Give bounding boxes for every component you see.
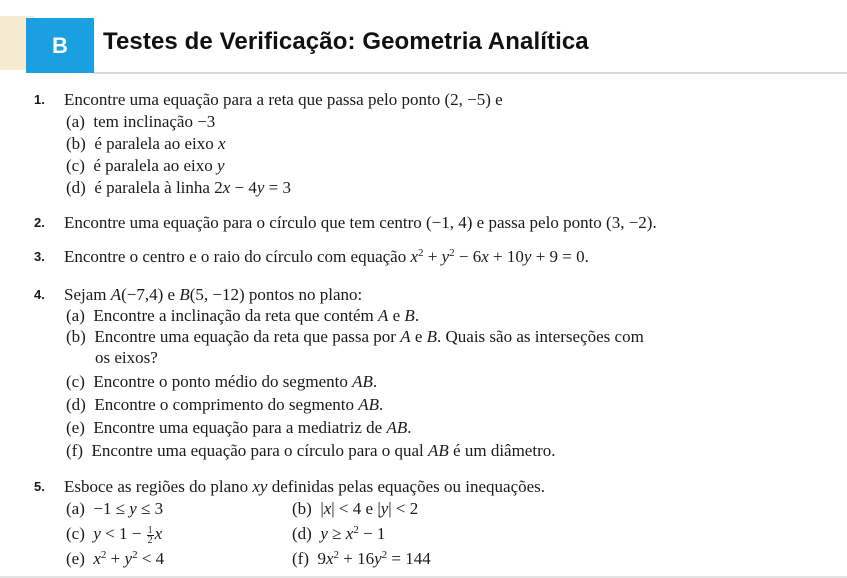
problem-1-item-a: (a) tem inclinação −3 bbox=[66, 112, 216, 131]
problem-5-item-c: (c) y < 1 − $\frac{1}{2}$ x bbox=[66, 524, 163, 546]
problem-3-stem: Encontre o centro e o raio do círculo com equação $x^2 + y^2 - 6x + 10y + 9 = 0$. bbox=[64, 247, 589, 266]
problem-2-stem: Encontre uma equação para o círculo que tem centro (−1, 4) e passa pelo ponto (3, −2). bbox=[64, 213, 657, 232]
problem-number: 2. bbox=[34, 215, 45, 230]
problem-number: 1. bbox=[34, 92, 45, 107]
problem-4-item-e: (e) Encontre uma equação para a mediatriz de AB. bbox=[66, 418, 412, 437]
problem-4-item-f: (f) Encontre uma equação para o círculo para o qual AB é um diâmetro. bbox=[66, 441, 556, 460]
problem-5-item-d: (d) $y \ge x^2 - 1$ bbox=[292, 524, 386, 543]
problem-5-item-b: (b) |x| < 4 e |y| < 2 bbox=[292, 499, 419, 518]
problem-4-stem: Sejam A(−7,4) e B(5, −12) pontos no plano: bbox=[64, 285, 363, 304]
header-rule bbox=[94, 72, 847, 74]
problem-1-stem: Encontre uma equação para a reta que passa pelo ponto (2, −5) e bbox=[64, 90, 503, 109]
problem-number: 3. bbox=[34, 249, 45, 264]
problem-number: 5. bbox=[34, 479, 45, 494]
problem-1-item-b: (b) é paralela ao eixo x bbox=[66, 134, 226, 153]
problem-1-item-c: (c) é paralela ao eixo y bbox=[66, 156, 225, 175]
problem-4-item-a: (a) Encontre a inclinação da reta que contém A e B. bbox=[66, 306, 420, 325]
problem-4-item-c: (c) Encontre o ponto médio do segmento AB. bbox=[66, 372, 378, 391]
problem-4-item-d: (d) Encontre o comprimento do segmento AB. bbox=[66, 395, 384, 414]
problem-5-item-a: (a) −1 ≤ y ≤ 3 bbox=[66, 499, 164, 518]
problem-5-item-f: (f) $9x^2 + 16y^2 = 144$ bbox=[292, 549, 431, 568]
problem-4-item-b: (b) Encontre uma equação da reta que passa por A e B. Quais são as interseções com bbox=[66, 327, 644, 346]
problem-5-stem: Esboce as regiões do plano xy definidas pelas equações ou inequações. bbox=[64, 477, 546, 496]
fraction-one-half: $\frac{1}{2}$ bbox=[147, 525, 153, 546]
problem-5-item-e: (e) $x^2 + y^2 < 4$ bbox=[66, 549, 165, 568]
problem-1-item-d: (d) é paralela à linha 2x − 4y = 3 bbox=[66, 178, 291, 197]
section-badge: B bbox=[26, 18, 94, 73]
problem-number: 4. bbox=[34, 287, 45, 302]
page-title: Testes de Verificação: Geometria Analítica bbox=[103, 28, 589, 55]
problem-4-item-b-cont: os eixos? bbox=[95, 348, 158, 367]
